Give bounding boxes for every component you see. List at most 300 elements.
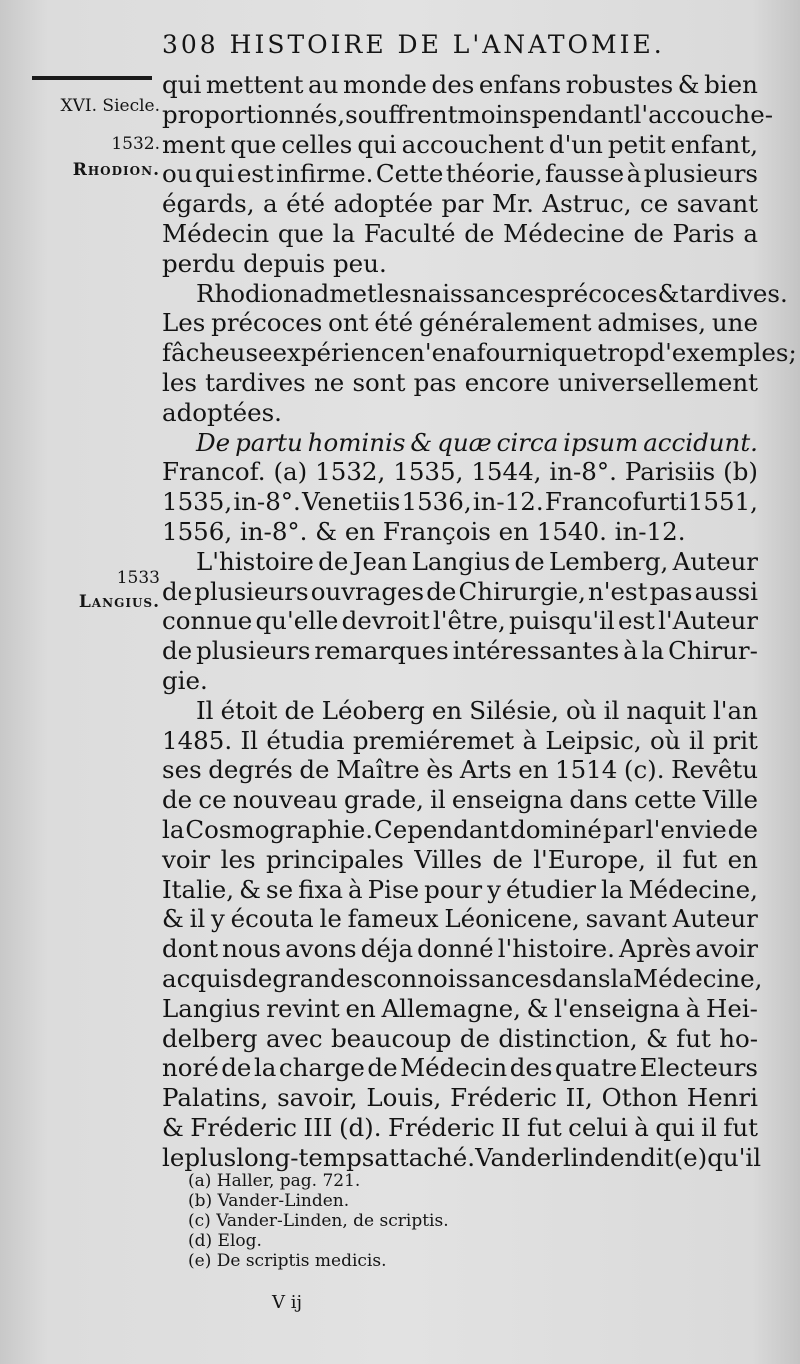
text-line	[162, 1024, 758, 1054]
word: 1544,	[471, 457, 542, 487]
text-line	[162, 785, 758, 815]
text-line-title	[162, 428, 758, 458]
text-line	[162, 487, 758, 517]
word: Cosmographie.	[185, 814, 374, 844]
text-line	[162, 934, 758, 964]
word: les	[376, 278, 412, 308]
word: d'un	[548, 129, 603, 159]
word: dit	[640, 1142, 674, 1172]
word: qu'il	[707, 1142, 762, 1172]
text-line	[162, 457, 758, 487]
word: Maître	[336, 755, 420, 785]
word: de	[633, 218, 664, 248]
word: Francof.	[162, 457, 266, 487]
word: L'histoire	[196, 546, 314, 576]
word: en	[431, 695, 463, 725]
word: de	[464, 218, 495, 248]
word: savant	[676, 189, 758, 219]
word: ce	[198, 785, 227, 815]
word: dont	[162, 934, 219, 964]
word: Villes	[414, 844, 483, 874]
word: 1514	[555, 755, 618, 785]
word: ou	[162, 159, 193, 189]
word: principales	[266, 844, 404, 874]
word: mettent	[205, 70, 304, 99]
word: à	[348, 874, 363, 904]
word: Electeurs	[639, 1053, 758, 1083]
text-line	[162, 963, 763, 994]
word: accouchent	[401, 129, 544, 159]
word: qui	[357, 129, 397, 159]
word: l'histoire.	[497, 934, 615, 964]
word: fourni	[476, 338, 552, 368]
signature-mark: V ij	[272, 1292, 303, 1313]
word: de	[514, 546, 545, 576]
word: encore	[464, 367, 550, 397]
word: n'en	[409, 338, 462, 368]
word: ho-	[719, 1023, 758, 1053]
word: prit	[712, 725, 758, 755]
word: enfans	[478, 70, 562, 99]
word: l'accouche-	[633, 99, 773, 129]
word: Médecin	[400, 1053, 508, 1083]
word: Henri	[686, 1083, 758, 1113]
word: où	[566, 695, 597, 725]
word: (c).	[623, 755, 665, 785]
word: n'est	[588, 576, 648, 606]
word: Revêtu	[671, 755, 758, 785]
word: ment	[162, 129, 226, 159]
word: l'enseigna	[554, 993, 680, 1023]
word: de	[318, 546, 349, 576]
word: qu'elle	[255, 606, 339, 636]
word: Vanderlinden	[475, 1142, 641, 1172]
word: il	[603, 695, 620, 725]
text-line	[162, 159, 758, 189]
word: la	[162, 814, 185, 844]
word: sont	[352, 367, 406, 397]
word: ont	[328, 308, 369, 338]
word: celles	[281, 129, 353, 159]
word: ès	[426, 755, 454, 785]
word: Il	[196, 695, 214, 725]
word: naissances	[411, 278, 547, 308]
word: partu	[235, 427, 303, 457]
word: fut	[682, 844, 718, 874]
word: plusieurs	[194, 576, 309, 606]
word: plusieurs	[196, 636, 311, 666]
word: Auteur	[672, 546, 758, 576]
word: Astruc,	[542, 189, 632, 219]
word: précoces	[546, 278, 658, 308]
word: grade,	[343, 785, 424, 815]
word: la	[332, 218, 356, 248]
word: Léoberg	[321, 695, 425, 725]
word: moins	[457, 99, 532, 129]
word: fixa	[298, 874, 343, 904]
text-line	[162, 726, 758, 756]
word: généralement	[418, 308, 592, 338]
word: se	[266, 874, 294, 904]
word: Ville	[702, 785, 758, 815]
word: de	[492, 844, 523, 874]
margin-note-langius: Langius.	[78, 592, 160, 612]
word: beaucoup	[330, 1023, 452, 1053]
word: ce	[640, 189, 669, 219]
word: des	[509, 1053, 553, 1083]
word: II,	[565, 1083, 593, 1113]
word: acquis	[162, 963, 243, 993]
word: 1532,	[315, 457, 386, 487]
margin-note-century: XVI. Siecle.	[60, 96, 160, 116]
word: il	[189, 904, 206, 934]
word: Cependant	[374, 814, 510, 844]
text-line	[162, 278, 788, 309]
word: le	[162, 1142, 185, 1172]
word: été	[286, 189, 325, 219]
word: revint	[266, 993, 340, 1023]
word: Silésie,	[469, 695, 559, 725]
word: Paris	[672, 218, 735, 248]
word: de	[727, 814, 758, 844]
body-text	[162, 70, 797, 1172]
margin-note-year-langius: 1533	[116, 568, 160, 588]
word: 1535,	[162, 487, 233, 517]
word: II	[501, 1112, 521, 1142]
word: que	[551, 338, 598, 368]
word: &	[239, 874, 261, 904]
word: puisqu'il	[509, 606, 615, 636]
text-line: adoptées.	[162, 397, 282, 427]
word: &	[526, 993, 549, 1023]
word: y	[210, 904, 225, 934]
text-line	[162, 845, 758, 875]
word: avons	[285, 934, 357, 964]
word: premiéremet	[352, 725, 515, 755]
word: Médecine,	[633, 963, 763, 993]
word: cette	[634, 785, 697, 815]
word: long-temps	[236, 1142, 375, 1172]
word: Cette	[375, 159, 444, 189]
word: par	[602, 814, 645, 844]
word: est	[617, 606, 655, 636]
word: fausse	[545, 159, 625, 189]
footnote: (e) De scriptis medicis.	[188, 1251, 387, 1271]
word: admet	[299, 278, 377, 308]
word: de	[162, 576, 193, 606]
word: in-8°.	[549, 457, 617, 487]
word: théorie,	[445, 159, 543, 189]
word: que	[230, 129, 277, 159]
word: Hei-	[705, 993, 758, 1023]
word: précoces	[211, 308, 323, 338]
word: in-8°.	[233, 487, 301, 517]
word: distinction,	[498, 1023, 638, 1053]
word: de	[284, 695, 315, 725]
word: Auteur	[672, 904, 758, 934]
word: à	[626, 159, 642, 189]
word: 1551,	[687, 487, 758, 517]
word: égards,	[162, 189, 255, 219]
word: monde	[342, 70, 427, 99]
word: Fréderic	[190, 1112, 297, 1142]
word: ipsum	[563, 427, 639, 457]
word: Pise	[367, 874, 420, 904]
word: &	[657, 278, 680, 308]
text-line	[162, 189, 758, 219]
word: Francofurti	[544, 487, 687, 517]
word: il	[430, 785, 446, 815]
word: au	[308, 70, 339, 99]
word: infirme.	[276, 159, 374, 189]
word: fut	[526, 1112, 562, 1142]
word: proportionnés,	[162, 99, 346, 129]
word: accidunt.	[643, 427, 758, 457]
margin-note-year-rhodion: 1532.	[111, 134, 160, 154]
word: Lemberg,	[548, 546, 669, 576]
word: Léonicene,	[444, 904, 580, 934]
footnotes	[188, 1171, 588, 1271]
word: admises,	[597, 308, 707, 338]
margin-note-rhodion: Rhodion.	[72, 160, 160, 180]
word: enfant,	[670, 129, 758, 159]
running-head: 308 HISTOIRE DE L'ANATOMIE.	[162, 30, 665, 59]
word: la	[253, 1053, 277, 1083]
word: connoissances	[372, 963, 552, 993]
word: a	[461, 338, 477, 368]
word: III	[303, 1112, 333, 1142]
word: dominé	[510, 814, 602, 844]
word: Après	[618, 934, 692, 964]
word: naquit	[626, 695, 706, 725]
word: d'exemples;	[649, 338, 797, 368]
word: pour	[424, 874, 483, 904]
word: est	[236, 159, 274, 189]
word: plus	[184, 1142, 237, 1172]
word: universellement	[557, 367, 758, 397]
word: intéressantes	[452, 636, 620, 666]
word: où	[649, 725, 681, 755]
word: Venetiis	[302, 487, 401, 517]
word: souffrent	[345, 99, 458, 129]
word: en	[345, 993, 376, 1023]
word: Arts	[459, 755, 512, 785]
word: (a)	[273, 457, 308, 487]
footnote: (a) Haller, pag. 721.	[188, 1171, 361, 1191]
word: que	[277, 218, 324, 248]
word: bien	[704, 70, 758, 99]
text-line	[162, 1053, 758, 1083]
text-line	[162, 70, 758, 100]
word: l'envie	[645, 814, 727, 844]
word: pendant	[531, 99, 634, 129]
word: circa	[496, 427, 559, 457]
word: savoir,	[277, 1083, 358, 1113]
word: par	[441, 189, 484, 219]
text-line	[162, 1083, 758, 1113]
word: de	[162, 636, 193, 666]
word: &	[410, 427, 433, 457]
word: Louis,	[366, 1083, 442, 1113]
word: de	[426, 576, 457, 606]
word: fut	[676, 1023, 711, 1053]
word: à	[522, 725, 538, 755]
word: tardives	[205, 367, 306, 397]
word: l'Europe,	[533, 844, 646, 874]
text-line	[162, 755, 758, 785]
word: noré	[162, 1053, 219, 1083]
word: De	[196, 427, 231, 457]
word: degrés	[208, 755, 293, 785]
word: Médecine,	[628, 874, 758, 904]
text-line	[162, 904, 758, 934]
word: Allemagne,	[381, 993, 521, 1023]
word: dans	[569, 785, 628, 815]
word: de	[299, 755, 330, 785]
word: été	[374, 308, 414, 338]
word: qui	[655, 1112, 695, 1142]
word: dans	[551, 963, 611, 993]
word: Les	[162, 308, 206, 338]
word: des	[431, 70, 475, 99]
word: ouvrages	[310, 576, 425, 606]
word: Médecine	[503, 218, 625, 248]
text-line	[162, 1113, 758, 1143]
word: connue	[162, 606, 253, 636]
word: Il	[240, 725, 258, 755]
word: robustes	[565, 70, 674, 99]
footnote: (d) Elog.	[188, 1231, 262, 1251]
word: Jean	[352, 546, 408, 576]
word: petit	[607, 129, 666, 159]
word: en	[518, 755, 549, 785]
word: fâcheuse	[162, 338, 273, 368]
word: l'an	[712, 695, 758, 725]
word: la	[641, 636, 665, 666]
text-line: 1556, in-8°. & en François en 1540. in-12.	[162, 516, 686, 546]
text-line	[162, 636, 758, 666]
word: de	[221, 1053, 252, 1083]
word: Chirurgie,	[458, 576, 586, 606]
word: tardives.	[679, 278, 788, 308]
word: Italie,	[162, 874, 235, 904]
word: quatre	[554, 1053, 638, 1083]
word: delberg	[162, 1023, 258, 1053]
word: adoptée	[333, 189, 434, 219]
word: 1535,	[393, 457, 464, 487]
text-line	[162, 606, 758, 636]
word: 1485.	[162, 725, 233, 755]
word: en	[727, 844, 758, 874]
word: écouta	[230, 904, 314, 934]
word: la	[610, 963, 633, 993]
word: (d).	[338, 1112, 382, 1142]
text-line	[162, 577, 758, 607]
word: les	[162, 367, 197, 397]
word: remarques	[314, 636, 449, 666]
word: (e)	[673, 1142, 708, 1172]
text-line: gie.	[162, 665, 208, 695]
word: à	[623, 636, 638, 666]
word: savant	[585, 904, 667, 934]
word: Langius	[411, 546, 511, 576]
word: Leipsic,	[545, 725, 642, 755]
word: avoir	[695, 934, 758, 964]
word: qui	[195, 159, 235, 189]
footnote: (c) Vander-Linden, de scriptis.	[188, 1211, 449, 1231]
word: une	[711, 308, 758, 338]
text-line	[162, 875, 758, 905]
word: &	[677, 70, 700, 99]
word: nous	[222, 934, 282, 964]
word: de	[367, 1053, 398, 1083]
text-line	[162, 696, 758, 726]
word: in-12.	[472, 487, 544, 517]
word: il	[656, 844, 673, 874]
word: Rhodion	[196, 278, 300, 308]
word: à	[634, 1112, 649, 1142]
text-line	[162, 338, 797, 368]
word: 1536,	[401, 487, 472, 517]
word: ses	[162, 755, 202, 785]
word: hominis	[307, 427, 406, 457]
word: de	[459, 1023, 491, 1053]
word: a	[263, 189, 278, 219]
text-line: perdu depuis peu.	[162, 248, 387, 278]
word: la	[600, 874, 624, 904]
word: fameux	[347, 904, 439, 934]
text-line	[162, 994, 758, 1024]
word: donné	[417, 934, 494, 964]
word: Médecin	[162, 218, 270, 248]
word: Fréderic	[388, 1112, 495, 1142]
word: Parisiis	[624, 457, 716, 487]
text-line	[162, 1142, 762, 1173]
word: celui	[568, 1112, 628, 1142]
text-line	[162, 219, 758, 249]
word: &	[162, 1112, 184, 1142]
word: charge	[278, 1053, 365, 1083]
word: plusieurs	[643, 159, 758, 189]
word: attaché.	[374, 1142, 476, 1172]
word: Faculté	[363, 218, 456, 248]
word: avec	[265, 1023, 323, 1053]
word: voir	[162, 844, 211, 874]
word: a	[743, 218, 758, 248]
text-line	[162, 130, 758, 160]
text-line	[162, 547, 758, 577]
word: de	[242, 963, 273, 993]
word: Langius	[162, 993, 261, 1023]
word: aussi	[694, 576, 758, 606]
footnote: (b) Vander-Linden.	[188, 1191, 350, 1211]
text-line	[162, 368, 758, 398]
header-rule	[32, 76, 152, 80]
word: il	[688, 725, 705, 755]
word: nouveau	[232, 785, 338, 815]
word: les	[220, 844, 256, 874]
word: pas	[413, 367, 457, 397]
word: il	[701, 1112, 717, 1142]
word: étudia	[266, 725, 345, 755]
word: Othon	[601, 1083, 678, 1113]
word: devroit	[341, 606, 430, 636]
word: enseigna	[451, 785, 564, 815]
word: &	[645, 1023, 668, 1053]
text-line	[162, 99, 773, 130]
word: le	[319, 904, 342, 934]
word: (b)	[723, 457, 758, 487]
